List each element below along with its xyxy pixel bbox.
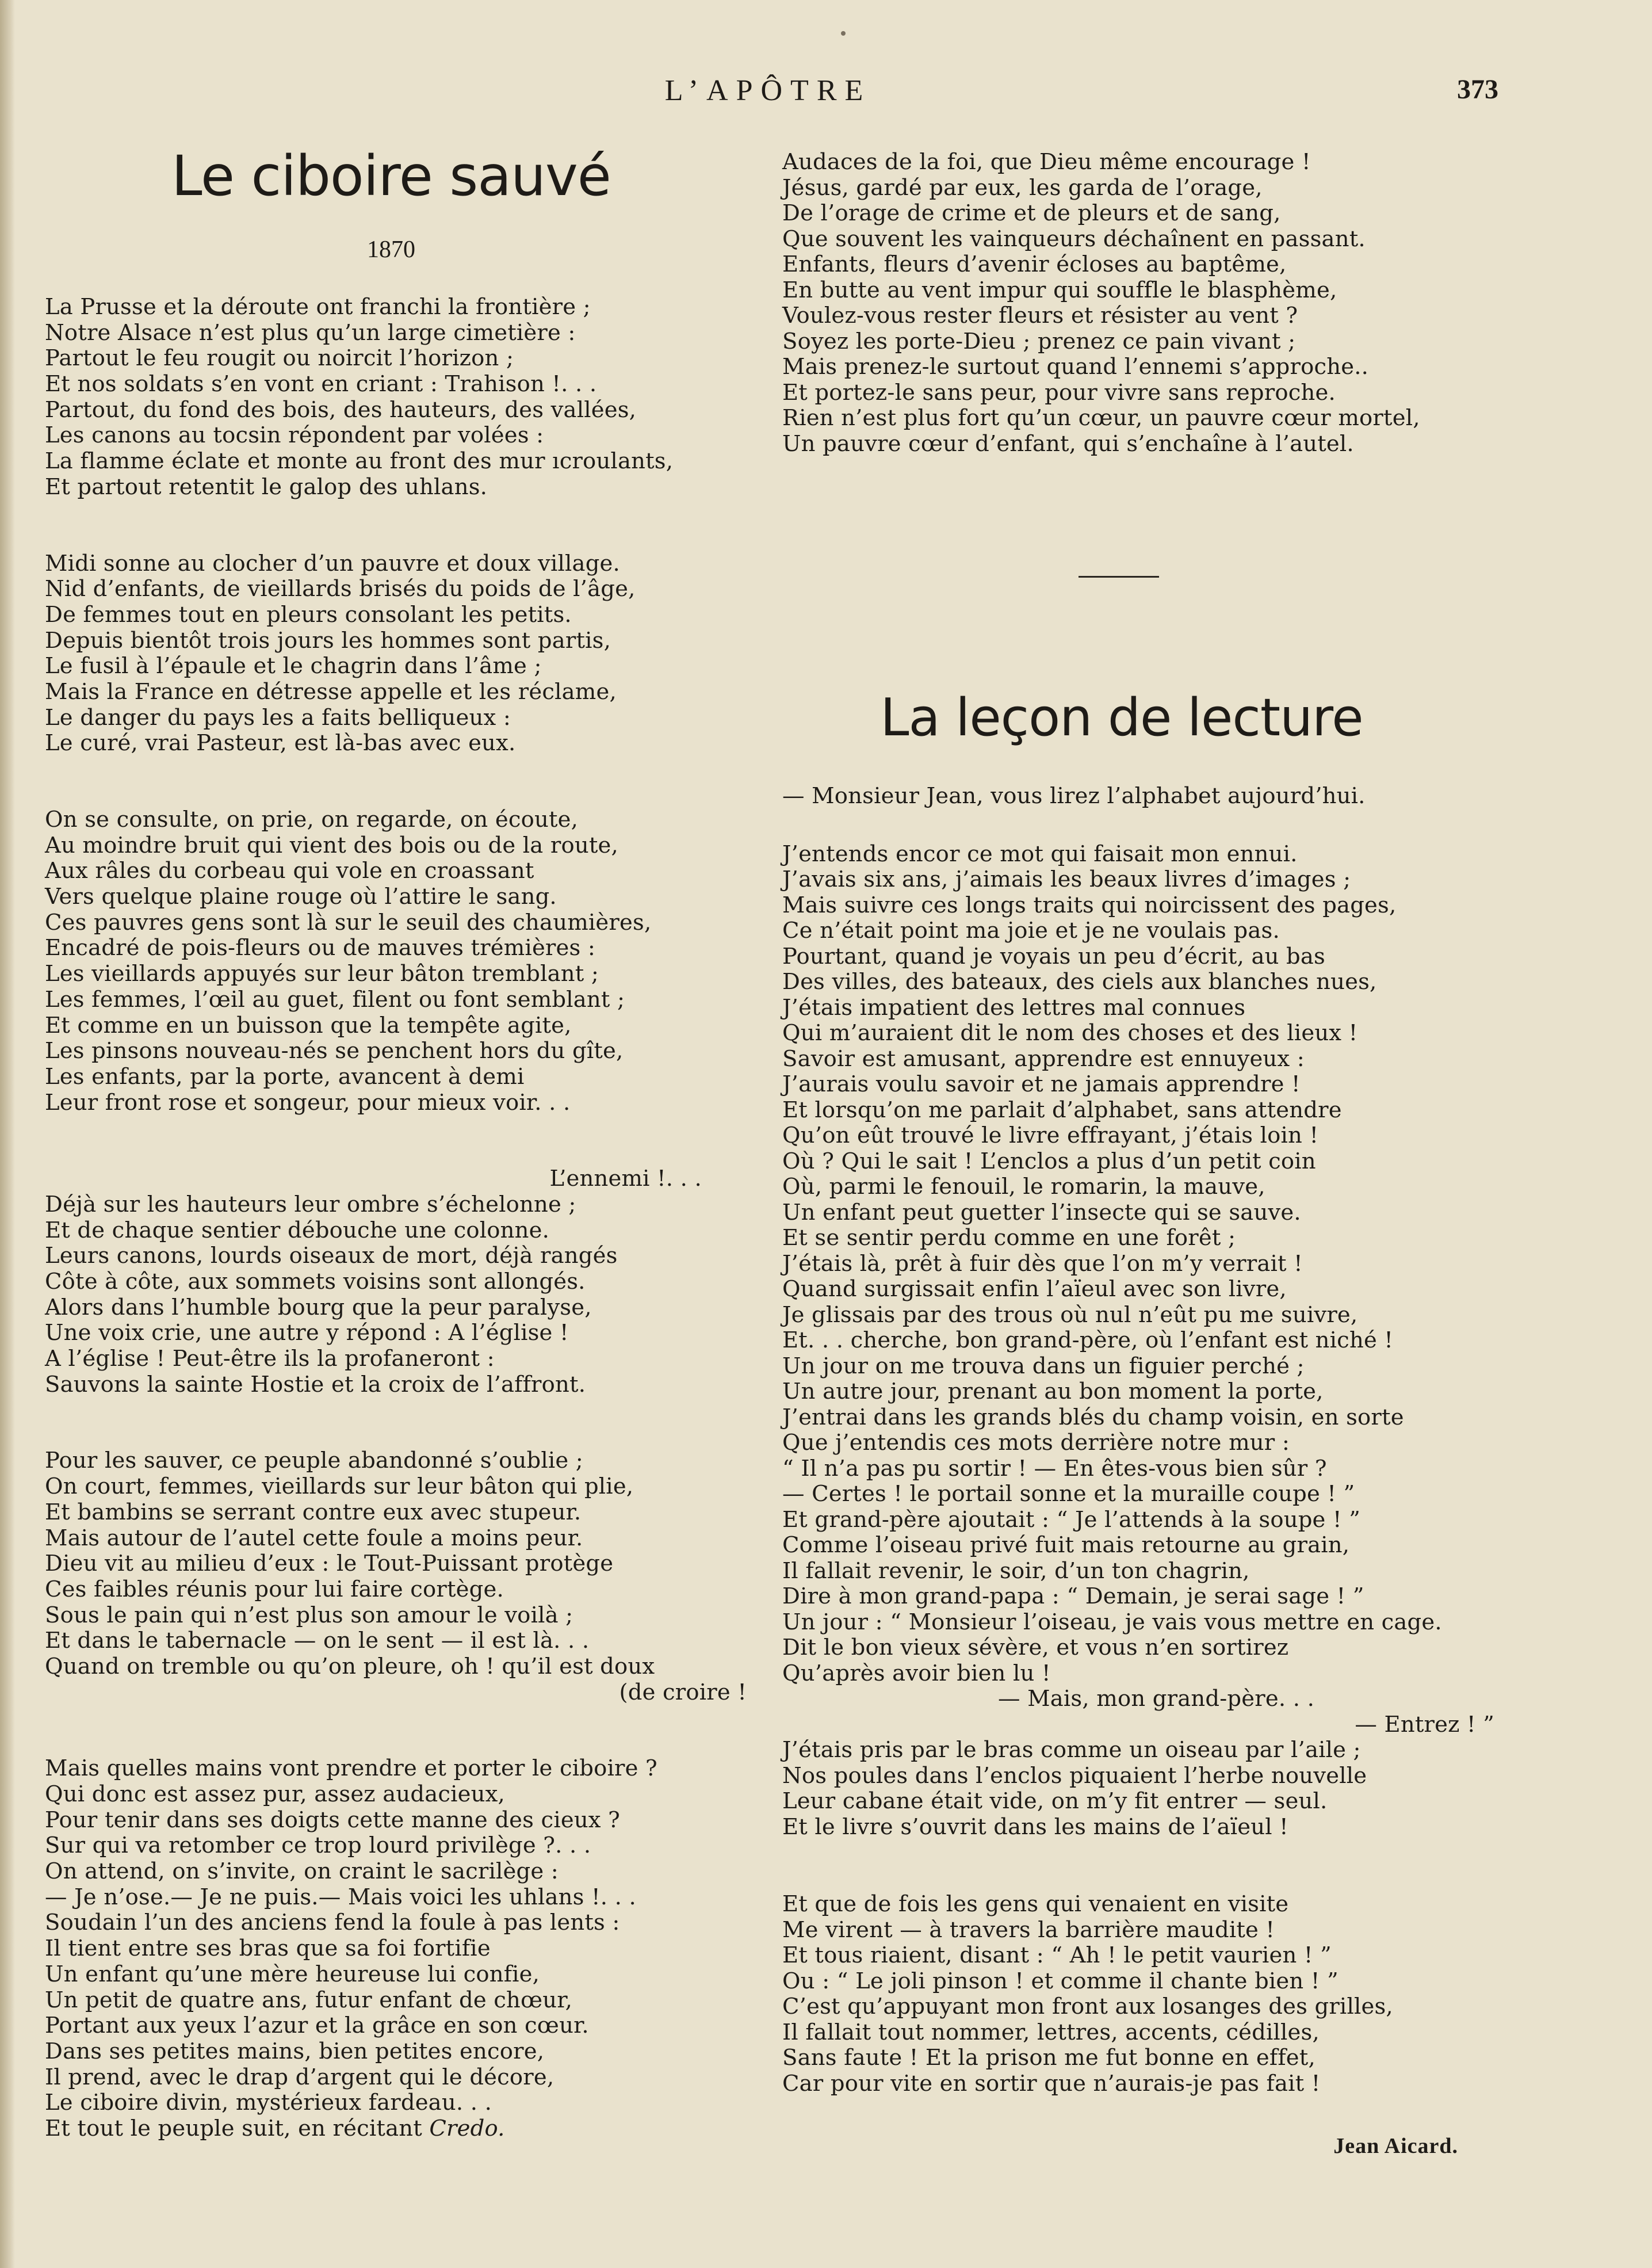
verse-line: Un jour : “ Monsieur l’oiseau, je vais vous mettre en cage. [782,1609,1442,1635]
verse-line: Un autre jour, prenant au bon moment la porte, [782,1379,1324,1404]
verse-line: Les canons au tocsin répondent par volées : [45,422,544,449]
verse-line: Mais autour de l’autel cette foule a moins peur. [45,1525,583,1551]
verse-line: Mais la France en détresse appelle et les réclame, [45,678,617,705]
verse-line: Quand on tremble ou qu’on pleure, oh ! qu’il est doux [45,1653,655,1679]
verse-line: Déjà sur les hauteurs leur ombre s’échelonne ; [45,1191,576,1217]
verse-line: Que j’entendis ces mots derrière notre mur : [782,1430,1290,1456]
verse-line: De femmes tout en pleurs consolant les petits. [45,601,572,628]
verse-line-indented: — Entrez ! ” [1355,1711,1494,1738]
verse-line: Un petit de quatre ans, futur enfant de chœur, [45,1987,573,2013]
verse-line [45,2116,758,2142]
verse-line-indented: L’ennemi !. . . [549,1166,702,1192]
verse-line: Qui m’auraient dit le nom des choses et des lieux ! [782,1020,1358,1046]
verse-line: Et tous riaient, disant : “ Ah ! le petit vaurien ! ” [782,1942,1332,1968]
verse-line: J’étais là, prêt à fuir dès que l’on m’y verrait ! [782,1250,1303,1277]
poem-date: 1870 [367,236,415,263]
stanza [45,295,758,501]
verse-line: Ce n’était point ma joie et je ne voulais pas. [782,918,1280,944]
verse-line: “ Il n’a pas pu sortir ! — En êtes-vous bien sûr ? [782,1455,1327,1482]
verse-line: Qu’on eût trouvé le livre effrayant, j’étais loin ! [782,1122,1319,1148]
verse-line: Et nos soldats s’en vont en criant : Trahison !. . . [45,371,597,398]
credo-word: Credo. [429,2115,505,2141]
verse-line: Dans ses petites mains, bien petites encore, [45,2038,545,2064]
verse-line: Voulez-vous rester fleurs et résister au vent ? [782,303,1298,329]
verse-line: On court, femmes, vieillards sur leur bâton qui plie, [45,1473,634,1500]
verse-line: Partout le feu rougit ou noircit l’horizon ; [45,345,514,372]
verse-line: Encadré de pois-fleurs ou de mauves trémières : [45,935,596,961]
verse-line: Mais quelles mains vont prendre et porter le ciboire ? [45,1755,657,1782]
binding-shadow [0,0,15,2268]
verse-line: Dit le bon vieux sévère, et vous n’en sortirez [782,1635,1289,1660]
verse-line-indented: — Mais, mon grand-père. . . [998,1686,1315,1712]
verse-line: Le ciboire divin, mystérieux fardeau. . . [45,2090,492,2116]
verse-line: Quand surgissait enfin l’aïeul avec son livre, [782,1276,1287,1302]
verse-line: Nos poules dans l’enclos piquaient l’herbe nouvelle [782,1762,1367,1789]
verse-line: Les femmes, l’œil au guet, filent ou font semblant ; [45,986,625,1013]
verse-line: En butte au vent impur qui souffle le blasphème, [782,277,1337,303]
verse-line: Il fallait tout nommer, lettres, accents, cédilles, [782,2019,1320,2045]
verse-line: Comme l’oiseau privé fuit mais retourne au grain, [782,1532,1350,1558]
right-column-bottom [782,784,1507,2097]
verse-line: Depuis bientôt trois jours les hommes sont partis, [45,627,611,654]
verse-line: Des villes, des bateaux, des ciels aux blanches nues, [782,969,1377,995]
verse-text: Et tout le peuple suit, en récitant [45,2115,422,2141]
verse-line: Et se sentir perdu comme en une forêt ; [782,1225,1236,1251]
verse-line: Au moindre bruit qui vient des bois ou de la route, [45,832,618,858]
verse-line: Mais suivre ces longs traits qui noircissent des pages, [782,892,1397,918]
verse-line: Et le livre s’ouvrit dans les mains de l’aïeul ! [782,1813,1288,1840]
opening-line: — Monsieur Jean, vous lirez l’alphabet aujourd’hui. [782,783,1366,809]
verse-line: J’étais pris par le bras comme un oiseau par l’aile ; [782,1737,1361,1763]
verse-line: La flamme éclate et monte au front des mur ıcroulants, [45,448,674,475]
verse-line: — Je n’ose.— Je ne puis.— Mais voici les uhlans !. . . [45,1884,636,1910]
verse-line: Et lorsqu’on me parlait d’alphabet, sans attendre [782,1097,1342,1123]
verse-line: Et que de fois les gens qui venaient en visite [782,1891,1289,1917]
verse-line: Le fusil à l’épaule et le chagrin dans l’âme ; [45,653,542,679]
verse-line: — Certes ! le portail sonne et la muraille coupe ! ” [782,1481,1355,1507]
verse-line: Les vieillards appuyés sur leur bâton tremblant ; [45,961,599,987]
verse-line: Nid d’enfants, de vieillards brisés du poids de l’âge, [45,576,636,602]
verse-line: Les pinsons nouveau-nés se penchent hors du gîte, [45,1038,624,1064]
verse-line: Et. . . cherche, bon grand-père, où l’enfant est niché ! [782,1327,1394,1353]
verse-line: Car pour vite en sortir que n’aurais-je pas fait ! [782,2070,1321,2097]
page-number: 373 [1457,74,1498,105]
verse-line: Et partout retentit le galop des uhlans. [45,474,488,500]
verse-line: Leur cabane était vide, on m’y fit entrer — seul. [782,1788,1328,1814]
verse-line: Partout, du fond des bois, des hauteurs, des vallées, [45,396,637,423]
verse-line: Et de chaque sentier débouche une colonne. [45,1217,550,1243]
stanza [45,807,758,1116]
verse-line: Vers quelque plaine rouge où l’attire le sang. [45,884,557,910]
verse-line: Sans faute ! Et la prison me fut bonne en effet, [782,2045,1316,2071]
verse-line: Ou : “ Le joli pinson ! et comme il chante bien ! ” [782,1968,1339,1994]
verse-line: La Prusse et la déroute ont franchi la frontière ; [45,294,591,320]
verse-line: Midi sonne au clocher d’un pauvre et doux village. [45,550,620,576]
stanza [782,1892,1507,2097]
verse-line: Pour tenir dans ses doigts cette manne des cieux ? [45,1807,621,1833]
left-column [45,295,758,2142]
verse-line: Le curé, vrai Pasteur, est là-bas avec eux. [45,730,516,757]
running-title: L’APÔTRE [664,74,871,107]
verse-line: Dieu vit au milieu d’eux : le Tout-Puissant protège [45,1551,614,1577]
verse-line: Notre Alsace n’est plus qu’un large cimetière : [45,319,576,346]
verse-line: Ces pauvres gens sont là sur le seuil des chaumières, [45,909,652,936]
verse-line: Leur front rose et songeur, pour mieux voir. . . [45,1089,571,1116]
verse-line: Sous le pain qui n’est plus son amour le voilà ; [45,1602,573,1628]
section-divider [1079,576,1159,578]
verse-line: Un enfant peut guetter l’insecte qui se sauve. [782,1199,1301,1225]
verse-line: Sauvons la sainte Hostie et la croix de l’affront. [45,1371,586,1398]
verse-line: Côte à côte, aux sommets voisins sont allongés. [45,1269,586,1295]
verse-line: Je glissais par des trous où nul n’eût pu me suivre, [782,1301,1358,1328]
verse-line: Jésus, gardé par eux, les garda de l’orage, [782,174,1263,201]
poem-title: Le ciboire sauvé [171,144,611,208]
verse-line: C’est qu’appuyant mon front aux losanges des grilles, [782,1994,1393,2019]
right-column-top [782,150,1507,457]
verse-line: Le danger du pays les a faits belliqueux : [45,704,511,731]
verse-line: Où, parmi le fenouil, le romarin, la mauve, [782,1174,1265,1200]
verse-line: Pourtant, quand je voyais un peu d’écrit, au bas [782,943,1325,969]
verse-line: Et portez-le sans peur, pour vivre sans reproche. [782,379,1336,406]
verse-line: Et bambins se serrant contre eux avec stupeur. [45,1499,582,1525]
stanza [45,1448,758,1705]
verse-line: J’aurais voulu savoir et ne jamais apprendre ! [782,1071,1301,1097]
verse-line: Audaces de la foi, que Dieu même encourage ! [782,149,1311,175]
poem-title: La leçon de lecture [880,688,1363,748]
verse-line: De l’orage de crime et de pleurs et de sang, [782,200,1281,226]
verse-line: Il tient entre ses bras que sa foi fortifie [45,1935,491,1962]
verse-line: Où ? Qui le sait ! L’enclos a plus d’un petit coin [782,1148,1316,1174]
paper-speck [841,31,846,36]
verse-line: Un pauvre cœur d’enfant, qui s’enchaîne à l’autel. [782,430,1354,457]
verse-line: J’étais impatient des lettres mal connues [782,994,1246,1021]
verse-line: Il prend, avec le drap d’argent qui le décore, [45,2064,555,2090]
verse-line: Un jour on me trouva dans un figuier perché ; [782,1353,1305,1379]
verse-line: Qui donc est assez pur, assez audacieux, [45,1781,505,1807]
verse-line: Alors dans l’humble bourg que la peur paralyse, [45,1294,592,1320]
verse-line: Aux râles du corbeau qui vole en croassant [45,858,534,884]
verse-line: On attend, on s’invite, on craint le sacrilège : [45,1858,559,1885]
verse-line: Savoir est amusant, apprendre est ennuyeux : [782,1045,1305,1072]
verse-line: Rien n’est plus fort qu’un cœur, un pauvre cœur mortel, [782,405,1420,431]
stanza [45,551,758,757]
verse-line: Ces faibles réunis pour lui faire cortège. [45,1576,504,1602]
verse-line: J’entrai dans les grands blés du champ voisin, en sorte [782,1404,1404,1430]
verse-line: Que souvent les vainqueurs déchaînent en passant. [782,226,1366,252]
stanza [782,150,1507,457]
verse-line: Soyez les porte-Dieu ; prenez ce pain vivant ; [782,328,1296,354]
verse-line: Et grand-père ajoutait : “ Je l’attends à la soupe ! ” [782,1506,1360,1533]
verse-line: J’entends encor ce mot qui faisait mon ennui. [782,841,1298,867]
stanza [45,1756,758,2141]
verse-line: Il fallait revenir, le soir, d’un ton chagrin, [782,1557,1250,1584]
verse-line: Les enfants, par la porte, avancent à demi [45,1063,525,1090]
verse-line: Une voix crie, une autre y répond : A l’église ! [45,1320,569,1346]
verse-line: On se consulte, on prie, on regarde, on écoute, [45,807,579,833]
verse-line: Dire à mon grand-papa : “ Demain, je serai sage ! ” [782,1583,1364,1609]
verse-line-runover: (de croire ! [619,1679,747,1705]
verse-line: Me virent — à travers la barrière maudite ! [782,1916,1275,1943]
verse-line: Sur qui va retomber ce trop lourd privilège ?. . . [45,1832,591,1859]
stanza [782,842,1507,1841]
author-signature: Jean Aicard. [1333,2134,1458,2158]
verse-line: Et dans le tabernacle — on le sent — il est là. . . [45,1628,590,1654]
verse-line: Qu’après avoir bien lu ! [782,1660,1051,1686]
verse-line: Portant aux yeux l’azur et la grâce en son cœur. [45,2013,589,2039]
verse-line: J’avais six ans, j’aimais les beaux livres d’images ; [782,866,1351,892]
stanza [45,1166,758,1398]
verse-line: Et comme en un buisson que la tempête agite, [45,1012,572,1038]
verse-line: Pour les sauver, ce peuple abandonné s’oublie ; [45,1448,583,1474]
verse-line: A l’église ! Peut-être ils la profaneront : [45,1346,495,1372]
verse-line: Soudain l’un des anciens fend la foule à pas lents : [45,1910,620,1936]
verse-line: Leurs canons, lourds oiseaux de mort, déjà rangés [45,1243,618,1269]
verse-line: Enfants, fleurs d’avenir écloses au baptême, [782,251,1287,277]
verse-line: Un enfant qu’une mère heureuse lui confie, [45,1961,540,1987]
verse-line: Mais prenez-le surtout quand l’ennemi s’approche.. [782,354,1369,380]
